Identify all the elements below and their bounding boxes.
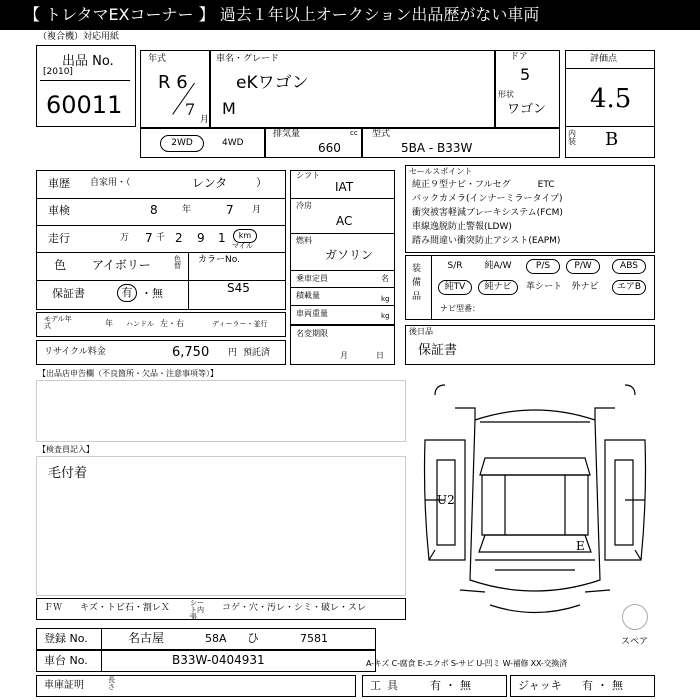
weight-unit: kg: [381, 312, 390, 320]
shift-label: シフト: [296, 171, 320, 180]
recycle-unit: 円: [228, 348, 238, 358]
displacement-label: 排気量: [273, 129, 301, 139]
inspection-month: 7: [226, 203, 234, 217]
color-value: アイボリー: [92, 258, 151, 272]
fuel-value: ガソリン: [325, 248, 374, 262]
sales-point-line: 車線逸脱防止警報(LDW): [412, 222, 512, 232]
name-change-day: 日: [376, 351, 384, 360]
registration-class: 58A: [205, 632, 227, 645]
equip-sr: S/R: [447, 261, 463, 271]
damage-mark-e: E: [576, 539, 585, 553]
registration-number: 7581: [300, 632, 328, 645]
color-label: 色: [54, 258, 67, 272]
form-note: （複合機）対応用紙: [38, 32, 120, 42]
recycle-value: 6,750: [172, 345, 210, 360]
registration-label: 登録 No.: [44, 632, 88, 645]
inspector-label: 【検査員記入】: [38, 445, 94, 454]
interior-label: 内装: [568, 129, 576, 146]
tools-value: 有・無: [430, 679, 475, 692]
displacement-value: 660: [318, 141, 341, 155]
model-name: eKワゴン: [236, 73, 309, 93]
inspection-month-unit: 月: [252, 205, 262, 215]
after-items-label: 後日品: [409, 327, 433, 336]
navi-model-label: ナビ型番：: [440, 304, 480, 313]
fuel-label: 燃料: [296, 236, 312, 245]
inspection-label: 車検: [48, 204, 70, 217]
equip-airbag: エアB: [612, 280, 646, 295]
year-label: 年式: [148, 54, 167, 64]
jack-label: ジャッキ: [518, 679, 562, 692]
spare-label: スペア: [621, 637, 649, 647]
inspector-box: [36, 456, 406, 596]
color-code: S45: [227, 281, 250, 295]
capacity-unit: 名: [381, 274, 389, 283]
damage-legend: A-キズ C-腐食 E-エクボ S-サビ U-凹ミ W-補修 XX-交換済: [366, 659, 567, 668]
shape-value: ワゴン: [507, 102, 547, 117]
warranty-label: 保証書: [52, 287, 85, 300]
model-label: 車名・グレード: [216, 54, 280, 64]
ac-value: AC: [336, 214, 353, 228]
type-value: 5BA - B33W: [401, 141, 473, 155]
model-year-label: モデル年式: [44, 315, 72, 330]
shift-value: IAT: [335, 180, 354, 194]
handle-opts: 左・右: [160, 319, 184, 328]
score-label: 評価点: [590, 54, 618, 64]
shape-label: 形状: [498, 90, 514, 99]
doors-value: 5: [520, 65, 531, 84]
history-label: 車歴: [48, 177, 70, 190]
equip-tv: 純TV: [438, 280, 472, 295]
damage-mark-u2: U2: [437, 493, 455, 507]
mileage-d4: 1: [218, 231, 226, 245]
weight-label: 車両重量: [296, 309, 328, 318]
seat-label: シート内張: [190, 599, 204, 621]
score-value: 4.5: [590, 84, 632, 114]
warranty-yes: 有: [117, 284, 137, 302]
sales-point-line: バックカメラ(インナーミラータイプ): [412, 194, 563, 204]
jack-value: 有・無: [582, 679, 627, 692]
cert-label: 車庫証明: [44, 680, 84, 691]
name-change-month: 月: [340, 351, 348, 360]
after-items-value: 保証書: [418, 343, 458, 358]
sales-point-line: 衝突被害軽減ブレーキシステム(FCM): [412, 208, 563, 218]
color-swap: 色替: [174, 255, 181, 270]
mileage-d2: 2: [175, 231, 183, 245]
inspection-year: 8: [150, 203, 158, 217]
recycle-label: リサイクル料金: [44, 347, 106, 357]
equip-ps: P/S: [526, 259, 560, 274]
equip-navi: 純ナビ: [478, 280, 518, 295]
load-unit: kg: [381, 295, 390, 303]
lot-number: 60011: [46, 91, 123, 119]
model-year-nen: 年: [105, 319, 113, 328]
chassis-label: 車台 No.: [44, 654, 88, 667]
equip-leather: 革シート: [525, 282, 562, 292]
sales-point-line: 純正９型ナビ・フルセグ ETC: [412, 180, 555, 190]
mileage-sen: 千: [156, 233, 166, 243]
drive-4wd: 4WD: [222, 138, 244, 148]
lot-year-tag: [2010]: [43, 67, 73, 77]
chassis-value: B33W-0404931: [172, 653, 265, 667]
registration-kana: ひ: [247, 631, 260, 645]
spare-icon: [622, 604, 648, 630]
tools-label: 工具: [370, 679, 404, 692]
mileage-label: 走行: [48, 232, 70, 245]
load-label: 積載量: [296, 291, 320, 300]
seat-text: コゲ・穴・汚レ・シミ・破レ・スレ: [222, 603, 367, 613]
displacement-unit: cc: [350, 129, 358, 137]
capacity-label: 乗車定員: [296, 274, 328, 283]
warranty-no: ・無: [141, 287, 163, 300]
cert-box: [36, 675, 356, 697]
history-close: ）: [256, 176, 267, 189]
history-value: レンタ: [192, 176, 228, 190]
seller-notes-label: 【出品店申告欄（不良箇所・欠品・注意事項等）】: [38, 369, 218, 378]
banner-text: 【 トレタマEXコーナー 】 過去１年以上オークション出品歴がない車両: [24, 5, 540, 24]
ac-label: 冷房: [296, 201, 312, 210]
sales-point-line: 踏み間違い衝突防止アシスト(EAPM): [412, 236, 561, 246]
equip-alloy: 純A/W: [484, 261, 512, 271]
fw-text: キズ・トビ石・割レＸ: [80, 603, 170, 613]
inspector-note: 毛付着: [48, 466, 88, 481]
recycle-note: 預託済: [243, 348, 271, 358]
sales-points-label: セールスポイント: [409, 167, 473, 176]
handle-label: ハンドル: [126, 320, 154, 328]
mileage-km: km: [233, 229, 257, 243]
cert-sub: 長さ: [108, 676, 115, 691]
name-change-label: 名変期限: [296, 329, 328, 338]
equipment-label: 装備品: [412, 264, 422, 302]
registration-city: 名古屋: [128, 631, 165, 645]
equip-abs: ABS: [612, 259, 646, 274]
lot-label: 出品 No.: [62, 54, 114, 69]
dealer-label: ディーラー・並行: [212, 320, 268, 328]
drive-2wd: 2WD: [160, 135, 204, 152]
year-era: R 6: [158, 72, 188, 93]
mileage-d1: 7: [145, 231, 153, 245]
type-label: 型式: [372, 129, 391, 139]
equip-pw: P/W: [566, 259, 600, 274]
equip-ext-navi: 外ナビ: [571, 282, 599, 292]
year-month: 7: [185, 100, 196, 119]
seller-notes-box: [36, 380, 406, 442]
interior-value: B: [605, 129, 619, 150]
mileage-d3: 9: [197, 231, 205, 245]
model-grade: M: [222, 99, 236, 118]
inspection-year-unit: 年: [182, 205, 192, 215]
color-code-label: カラーNo.: [198, 255, 240, 265]
doors-label: ドア: [510, 52, 528, 62]
mileage-mile: マイル: [232, 242, 253, 250]
mileage-man: 万: [120, 233, 130, 243]
history-private: 自家用・（: [90, 178, 131, 188]
fw-label: ＦＷ: [44, 603, 63, 613]
year-month-unit: 月: [200, 115, 210, 125]
